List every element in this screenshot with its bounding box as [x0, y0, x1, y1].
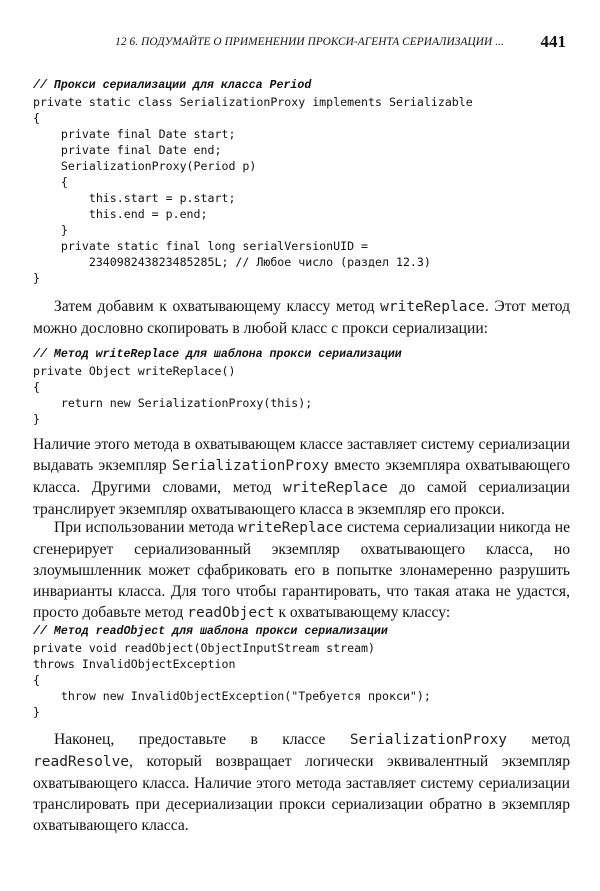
inline-code: SerializationProxy [171, 458, 330, 474]
text: Затем добавим к охватывающему классу метод [54, 298, 381, 315]
text: вместо экземпляра охватывающего класса. Другими словами, метод [33, 457, 571, 496]
code-comment: // Прокси сериализации для класса Period [33, 79, 312, 92]
inline-code: readObject [187, 605, 275, 621]
text: метод [506, 731, 571, 748]
paragraph-write-replace-effect [33, 434, 570, 520]
code-block-serialization-proxy [33, 76, 473, 286]
code-body: private Object writeReplace() { return new SerializationProxy(this); } [33, 364, 313, 426]
text: к охватывающему классу: [274, 604, 451, 621]
text: При использовании метода [54, 519, 239, 536]
code-body: private static class SerializationProxy implements Serializable { private final Date start; private final Date end; SerializationProxy(Period p) { this.start = p.start; this.end = p.end; } private static final long serialVersionUID = 234098243823485285L; // Любое число (раздел 12.3) } [33, 95, 473, 285]
inline-code: writeReplace [238, 520, 343, 536]
paragraph-read-object-intro [33, 517, 570, 624]
text: , который возвращает логически эквивалентный экземпляр охватывающего класса. Наличие этого метода заставляет систему сериализации транслировать при десериализации прокси сериализации обратно в экземпляр охватывающего класса. [33, 753, 570, 834]
running-head: 12 6. ПОДУМАЙТЕ О ПРИМЕНЕНИИ ПРОКСИ-АГЕНТА СЕРИАЛИЗАЦИИ ... [115, 36, 504, 48]
code-comment: // Метод readObject для шаблона прокси сериализации [33, 625, 388, 638]
code-body: private void readObject(ObjectInputStream stream) throws InvalidObjectException { throw new InvalidObjectException("Требуется прокси"); } [33, 641, 431, 719]
inline-code: SerializationProxy [349, 732, 507, 748]
page-header [34, 32, 566, 54]
code-block-read-object [33, 622, 431, 720]
code-comment: // Метод writeReplace для шаблона прокси сериализации [33, 348, 402, 361]
inline-code: writeReplace [380, 299, 485, 315]
text: . Этот метод можно дословно скопировать в любой класс с прокси сериализации: [33, 298, 571, 337]
page-number: 441 [540, 32, 566, 51]
text: до самой сериализации транслирует экземпляр охватывающего класса в экземпляр его прокси. [33, 479, 570, 518]
inline-code: readResolve [33, 754, 130, 770]
text: Наконец, предоставьте в классе [54, 731, 350, 748]
code-block-write-replace [33, 345, 402, 427]
text: Наличие этого метода в охватывающем классе заставляет систему сериализации выдавать экземпляр [33, 436, 570, 474]
paragraph-read-resolve [33, 729, 570, 836]
text: система сериализации никогда не сгенерирует сериализованный экземпляр охватывающего класса, но злоумышленник может сфабриковать его в попытке злонамеренно разрушить инварианты класса. Для того чтобы гарантировать, что такая атака не удастся, просто добавьте метод [33, 519, 570, 621]
paragraph-write-replace-intro [33, 296, 570, 339]
inline-code: writeReplace [283, 480, 388, 496]
